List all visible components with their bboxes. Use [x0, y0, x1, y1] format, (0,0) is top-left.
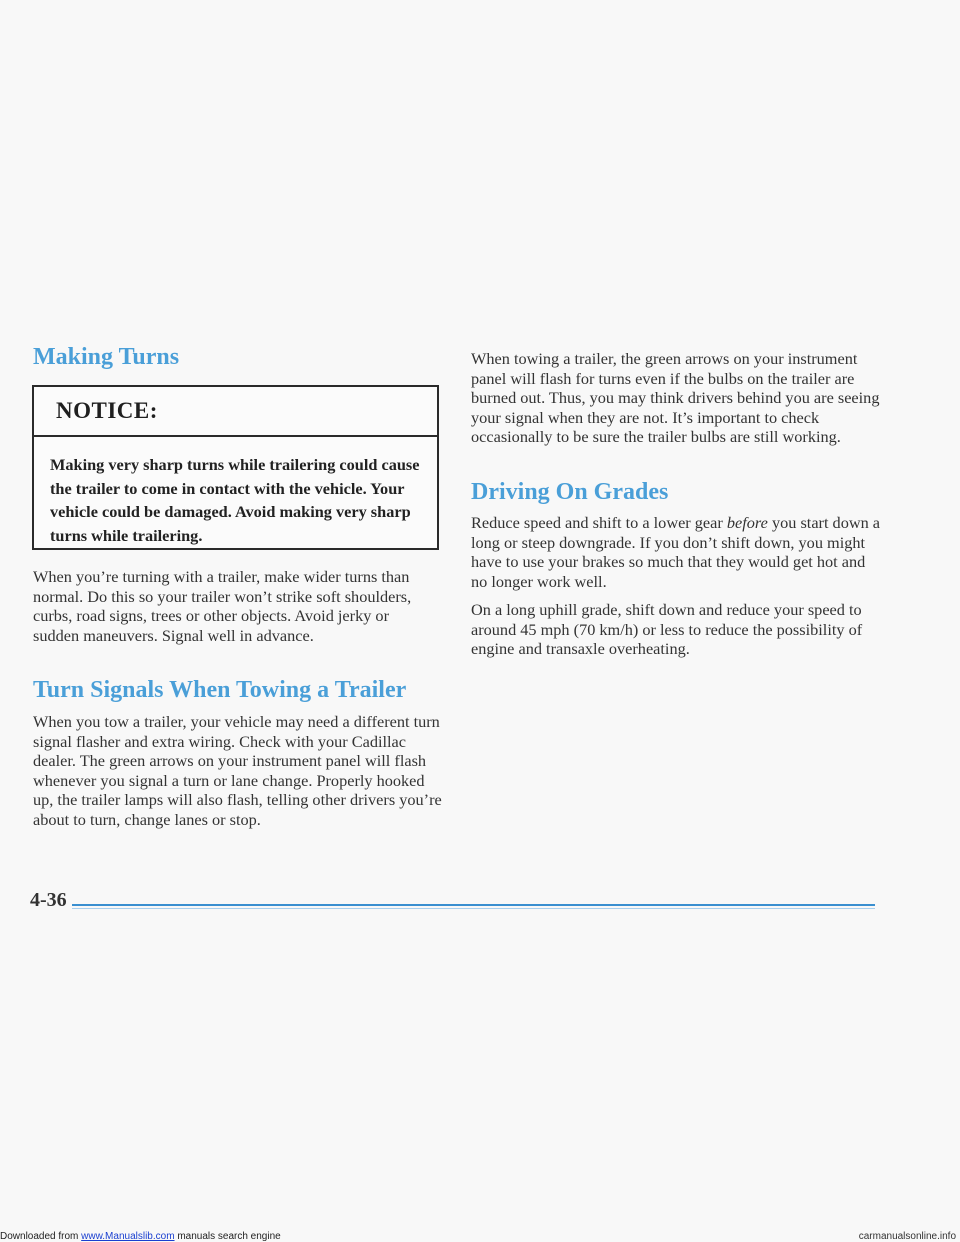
page-footer-rule-thin	[72, 908, 875, 909]
grades-paragraph-1-before: Reduce speed and shift to a lower gear	[471, 513, 727, 532]
driving-grades-heading: Driving On Grades	[471, 479, 669, 505]
turn-signals-paragraph: When you tow a trailer, your vehicle may need a different turn signal flasher and extra wiring. Check with your Cadillac dealer. The green arrows on your instrument panel will flash whenever you signal a turn or lane change. Properly hooked up, the trailer lamps will also flash, telling other drivers you’re about to turn, change lanes or stop.	[33, 712, 442, 829]
footer-suffix: manuals search engine	[177, 1231, 281, 1242]
page-footer-rule	[72, 904, 875, 906]
notice-box	[32, 385, 439, 550]
turn-signals-heading: Turn Signals When Towing a Trailer	[33, 677, 407, 703]
making-turns-heading: Making Turns	[33, 344, 180, 370]
footer-downloaded-from: Downloaded from	[0, 1231, 79, 1242]
page-number: 4-36	[30, 889, 67, 911]
towing-paragraph: When towing a trailer, the green arrows on your instrument panel will flash for turns even if the bulbs on the trailer are burned out. Thus, you may think drivers behind you are seeing your signal when they are not. It’s important to check occasionally to be sure the trailer bulbs are still working.	[471, 349, 880, 446]
turning-paragraph: When you’re turning with a trailer, make wider turns than normal. Do this so your trailer won’t strike soft shoulders, curbs, road signs, trees or other objects. Avoid jerky or sudden maneuvers. Signal well in advance.	[33, 567, 412, 645]
grades-paragraph-2: On a long uphill grade, shift down and reduce your speed to around 45 mph (70 km/h) or less to reduce the possibility of engine and transaxle overheating.	[471, 600, 863, 658]
notice-body: Making very sharp turns while trailering could cause the trailer to come in contact with the vehicle. Your vehicle could be damaged. Avoid making very sharp turns while trailering.	[50, 455, 420, 545]
notice-title: NOTICE:	[56, 398, 158, 423]
carmanualsonline-watermark: carmanualsonline.info	[858, 1231, 956, 1242]
notice-title-row	[34, 387, 437, 437]
grades-emphasis-before: before	[726, 513, 768, 532]
grades-paragraph-1-after: you start down a long or steep downgrade. If you don’t shift down, you might have to use your brakes so much that they would get hot and no longer work well.	[471, 513, 881, 591]
manualslib-link[interactable]: www.Manualslib.com	[81, 1231, 175, 1242]
grades-paragraph-1	[471, 513, 881, 591]
download-footer	[0, 1232, 960, 1242]
